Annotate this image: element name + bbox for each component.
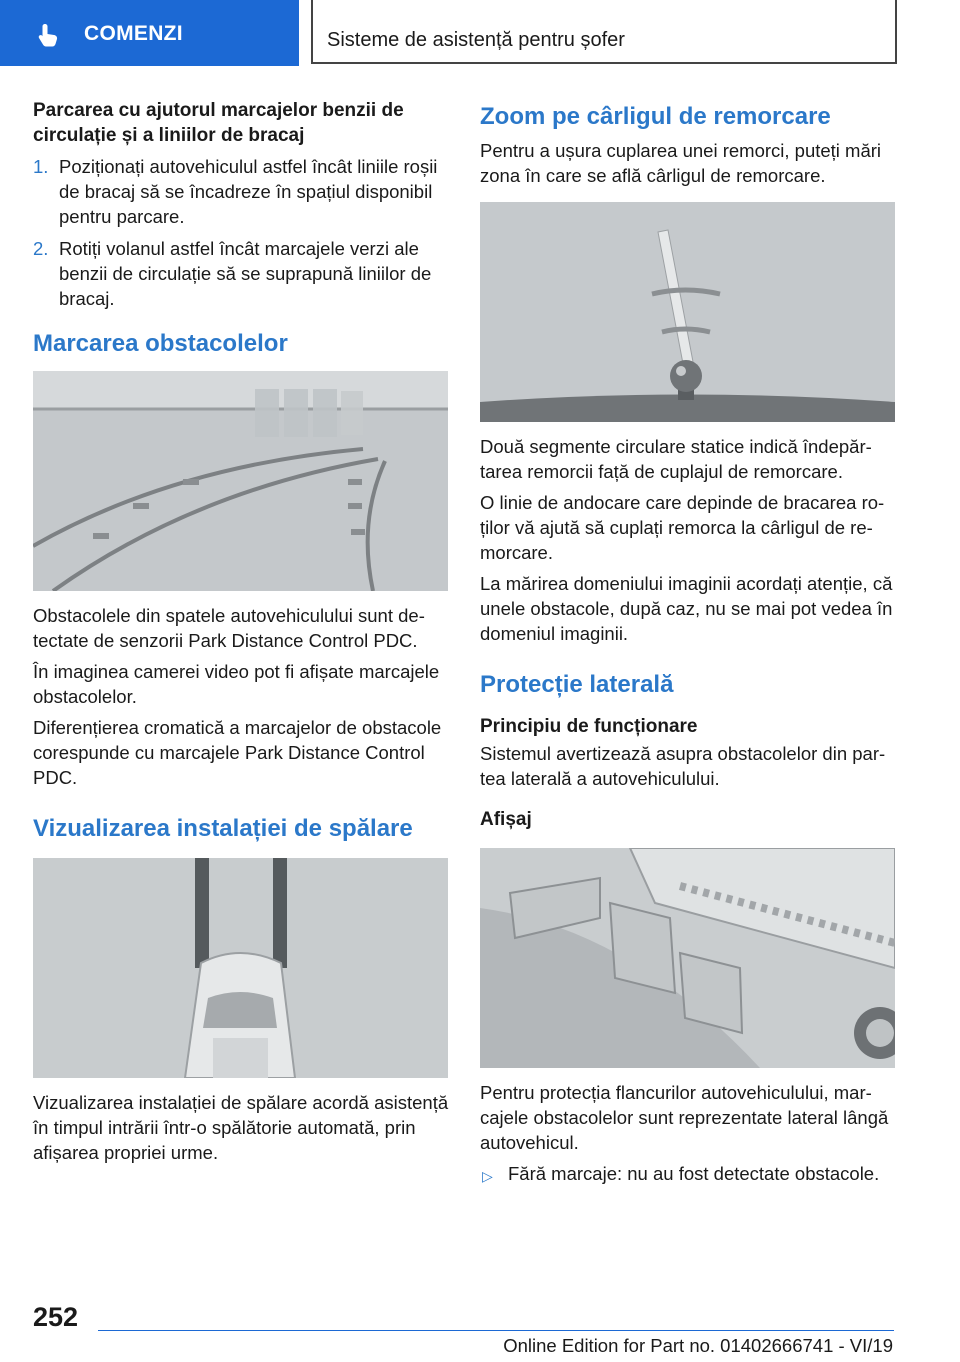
zoom-paragraph: O linie de andocare care depinde de bracarea roților vă ajută să cuplați remorca la cârligul de remorcare. bbox=[480, 492, 885, 563]
section-tab bbox=[0, 0, 299, 66]
side-protection-heading: Protecție laterală bbox=[480, 671, 674, 698]
obstacle-paragraph: În imaginea camerei video pot fi afișate marcajele obstacolelor. bbox=[33, 661, 440, 707]
hand-pointer-icon bbox=[36, 22, 62, 48]
zoom-intro: Pentru a ușura cuplarea unei remorci, puteți mări zona în care se află cârligul de remorcare. bbox=[480, 140, 882, 186]
section-label: COMENZI bbox=[84, 22, 183, 45]
triangle-bullet-icon: ▷ bbox=[482, 1168, 493, 1184]
edition-note: Online Edition for Part no. 01402666741 - VI/19 bbox=[503, 1335, 893, 1356]
footer-divider bbox=[98, 1330, 894, 1331]
principle-heading: Principiu de funcționare bbox=[480, 716, 698, 737]
step-item bbox=[33, 154, 449, 229]
step-number: 1. bbox=[33, 156, 49, 177]
bullet-text: Fără marcaje: nu au fost detectate obstacole. bbox=[508, 1163, 880, 1184]
wash-paragraph: Vizualizarea instalației de spălare acordă asistență în timpul intrării într-o spălătorie automată, prin afișarea propriei urme. bbox=[33, 1092, 449, 1163]
right-column bbox=[480, 98, 896, 1186]
zoom-paragraph: La mărirea domeniului imaginii acordați atenție, că unele obstacole, după caz, nu se mai pot vedea în domeniul imaginii. bbox=[480, 573, 893, 644]
obstacle-paragraph: Obstacolele din spatele autovehiculului sunt detectate de senzorii Park Distance Control PDC. bbox=[33, 605, 425, 651]
zoom-heading: Zoom pe cârligul de remorcare bbox=[480, 103, 831, 130]
page-number: 252 bbox=[33, 1302, 79, 1332]
display-paragraph: Pentru protecția flancurilor autovehiculului, marcajele obstacolelor sunt reprezentate lateral lângă autovehicul. bbox=[480, 1082, 889, 1153]
display-heading: Afișaj bbox=[480, 809, 532, 830]
obstacle-paragraph: Diferențierea cromatică a marcajelor de obstacole corespunde cu marcajele Park Distance Control PDC. bbox=[33, 717, 442, 788]
trailer-hitch-zoom-image bbox=[480, 202, 895, 422]
side-protection-image bbox=[480, 848, 895, 1068]
principle-paragraph: Sistemul avertizează asupra obstacolelor din partea laterală a autovehiculului. bbox=[480, 743, 886, 789]
parking-steps bbox=[33, 154, 449, 311]
bullet-item bbox=[480, 1161, 896, 1186]
parking-heading: Parcarea cu ajutorul marcajelor benzii de circulație și a liniilor de bracaj bbox=[33, 100, 404, 146]
step-item bbox=[33, 236, 449, 311]
obstacle-markings-image bbox=[33, 371, 448, 591]
obstacle-heading: Marcarea obstacolelor bbox=[33, 330, 288, 357]
step-text: Poziționați autovehiculul astfel încât liniile roșii de bracaj să se încadreze în spațiul disponibil pentru parcare. bbox=[59, 156, 438, 227]
zoom-paragraph: Două segmente circulare statice indică îndepărtarea remorcii față de cuplajul de remorcare. bbox=[480, 436, 872, 482]
step-text: Rotiți volanul astfel încât marcajele verzi ale benzii de circulație să se suprapună liniilor de bracaj. bbox=[59, 238, 432, 309]
display-bullets bbox=[480, 1161, 896, 1186]
chapter-title: Sisteme de asistență pentru șofer bbox=[327, 29, 625, 51]
wash-heading: Vizualizarea instalației de spălare bbox=[33, 815, 413, 842]
left-column bbox=[33, 98, 449, 1171]
car-wash-view-image bbox=[33, 858, 448, 1078]
step-number: 2. bbox=[33, 238, 49, 259]
chapter-header bbox=[311, 0, 897, 64]
